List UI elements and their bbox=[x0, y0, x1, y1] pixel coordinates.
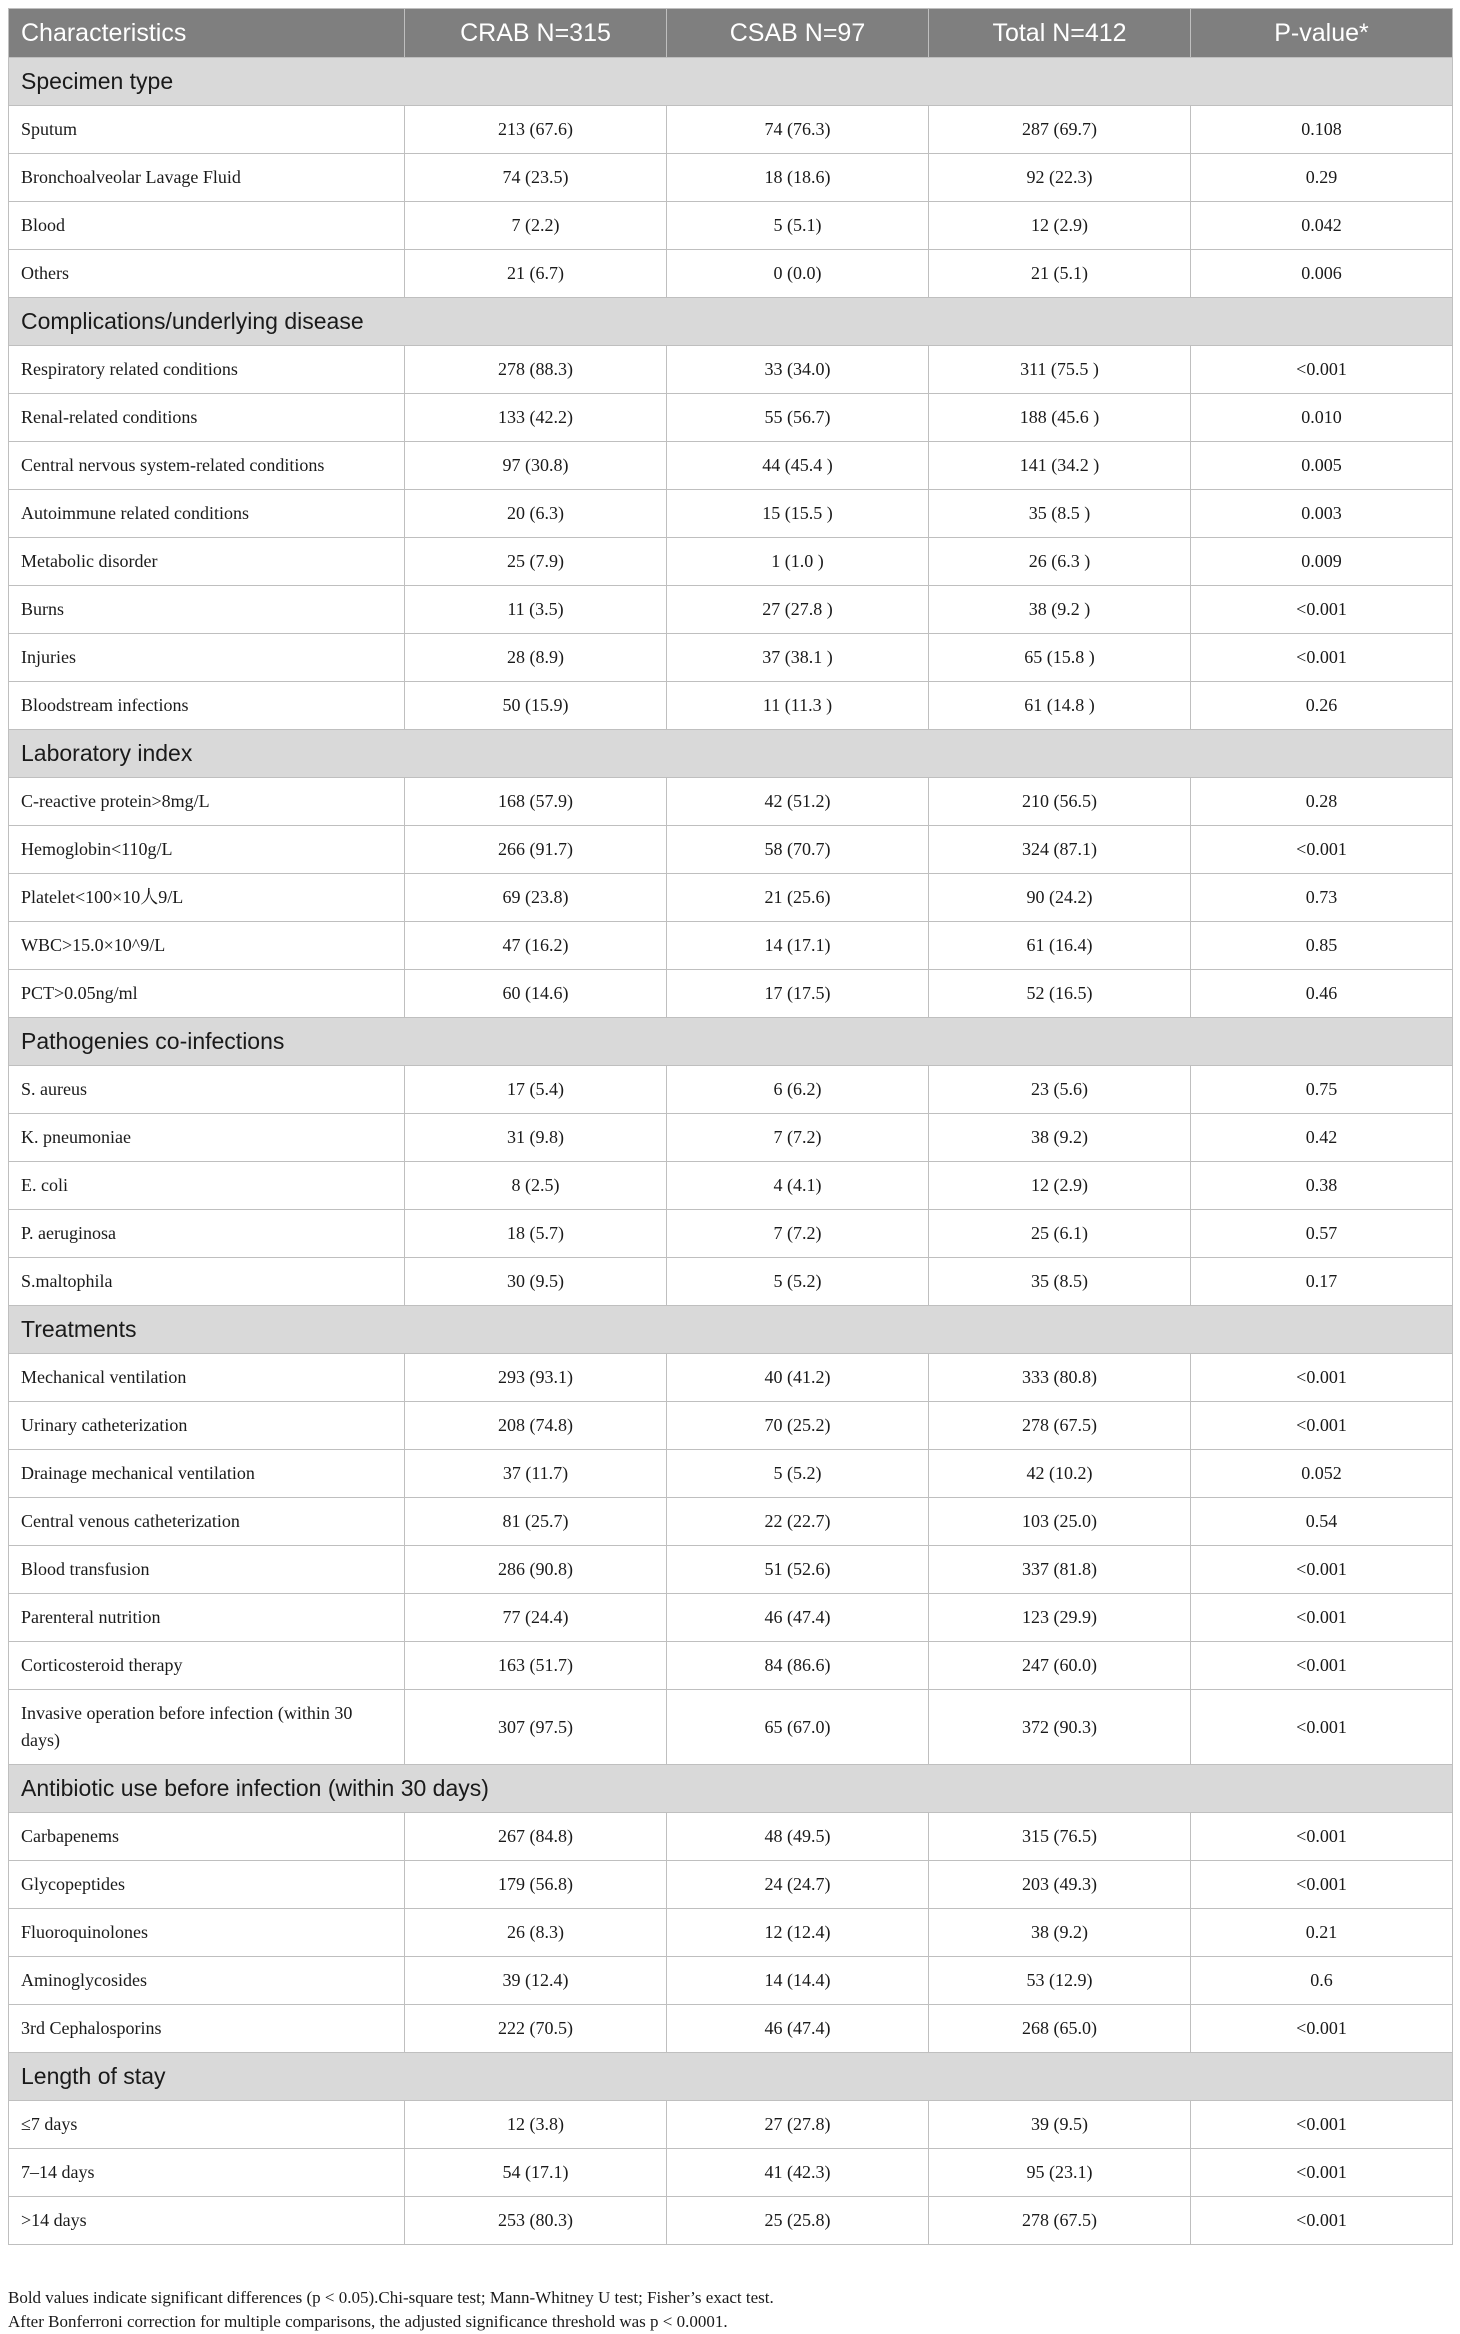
cell-p-value: <0.001 bbox=[1191, 2149, 1453, 2197]
table-row bbox=[9, 778, 1453, 826]
cell-p-value: 0.54 bbox=[1191, 1498, 1453, 1546]
cell-crab: 47 (16.2) bbox=[405, 922, 667, 970]
cell-characteristic: Others bbox=[9, 250, 405, 298]
cell-total: 38 (9.2) bbox=[929, 1909, 1191, 1957]
cell-csab: 65 (67.0) bbox=[667, 1690, 929, 1765]
cell-characteristic: Glycopeptides bbox=[9, 1861, 405, 1909]
cell-csab: 42 (51.2) bbox=[667, 778, 929, 826]
cell-crab: 12 (3.8) bbox=[405, 2101, 667, 2149]
cell-p-value: 0.42 bbox=[1191, 1114, 1453, 1162]
cell-total: 337 (81.8) bbox=[929, 1546, 1191, 1594]
cell-csab: 27 (27.8) bbox=[667, 2101, 929, 2149]
cell-p-value: 0.17 bbox=[1191, 1258, 1453, 1306]
header-crab: CRAB N=315 bbox=[405, 9, 667, 58]
cell-total: 61 (16.4) bbox=[929, 922, 1191, 970]
cell-crab: 307 (97.5) bbox=[405, 1690, 667, 1765]
cell-p-value: 0.29 bbox=[1191, 154, 1453, 202]
table-row bbox=[9, 1402, 1453, 1450]
cell-csab: 0 (0.0) bbox=[667, 250, 929, 298]
cell-p-value: 0.75 bbox=[1191, 1066, 1453, 1114]
cell-characteristic: Blood transfusion bbox=[9, 1546, 405, 1594]
cell-crab: 17 (5.4) bbox=[405, 1066, 667, 1114]
header-total: Total N=412 bbox=[929, 9, 1191, 58]
table-row bbox=[9, 1114, 1453, 1162]
cell-csab: 74 (76.3) bbox=[667, 106, 929, 154]
table-row bbox=[9, 538, 1453, 586]
cell-total: 38 (9.2 ) bbox=[929, 586, 1191, 634]
cell-csab: 12 (12.4) bbox=[667, 1909, 929, 1957]
table-row bbox=[9, 1909, 1453, 1957]
cell-csab: 5 (5.2) bbox=[667, 1258, 929, 1306]
footnote-bonferroni: After Bonferroni correction for multiple comparisons, the adjusted significance threshold was p < 0.0001. bbox=[8, 2312, 728, 2331]
table-row bbox=[9, 586, 1453, 634]
cell-csab: 24 (24.7) bbox=[667, 1861, 929, 1909]
table-row bbox=[9, 1354, 1453, 1402]
cell-characteristic: Aminoglycosides bbox=[9, 1957, 405, 2005]
footnote-significance: Bold values indicate significant differences (p < 0.05).Chi-square test; Mann-Whitney U test; Fisher’s exact test. bbox=[8, 2288, 774, 2307]
cell-characteristic: 7–14 days bbox=[9, 2149, 405, 2197]
cell-total: 287 (69.7) bbox=[929, 106, 1191, 154]
cell-p-value: <0.001 bbox=[1191, 1642, 1453, 1690]
cell-p-value: <0.001 bbox=[1191, 1813, 1453, 1861]
cell-crab: 50 (15.9) bbox=[405, 682, 667, 730]
cell-p-value: 0.003 bbox=[1191, 490, 1453, 538]
cell-crab: 20 (6.3) bbox=[405, 490, 667, 538]
cell-characteristic: >14 days bbox=[9, 2197, 405, 2245]
table-row bbox=[9, 106, 1453, 154]
cell-total: 141 (34.2 ) bbox=[929, 442, 1191, 490]
table-row bbox=[9, 2197, 1453, 2245]
header-characteristics: Characteristics bbox=[9, 9, 405, 58]
cell-total: 26 (6.3 ) bbox=[929, 538, 1191, 586]
cell-p-value: 0.108 bbox=[1191, 106, 1453, 154]
cell-characteristic: Bloodstream infections bbox=[9, 682, 405, 730]
cell-total: 95 (23.1) bbox=[929, 2149, 1191, 2197]
cell-csab: 5 (5.1) bbox=[667, 202, 929, 250]
cell-crab: 266 (91.7) bbox=[405, 826, 667, 874]
cell-characteristic: Platelet<100×10人9/L bbox=[9, 874, 405, 922]
cell-crab: 213 (67.6) bbox=[405, 106, 667, 154]
section-title: Laboratory index bbox=[9, 730, 1453, 778]
cell-total: 21 (5.1) bbox=[929, 250, 1191, 298]
cell-p-value: 0.46 bbox=[1191, 970, 1453, 1018]
cell-csab: 25 (25.8) bbox=[667, 2197, 929, 2245]
table-row bbox=[9, 250, 1453, 298]
section-title: Specimen type bbox=[9, 58, 1453, 106]
table-row bbox=[9, 1594, 1453, 1642]
cell-characteristic: Blood bbox=[9, 202, 405, 250]
cell-total: 203 (49.3) bbox=[929, 1861, 1191, 1909]
cell-p-value: 0.28 bbox=[1191, 778, 1453, 826]
table-row bbox=[9, 874, 1453, 922]
cell-p-value: <0.001 bbox=[1191, 2197, 1453, 2245]
cell-characteristic: Bronchoalveolar Lavage Fluid bbox=[9, 154, 405, 202]
cell-p-value: <0.001 bbox=[1191, 1594, 1453, 1642]
cell-crab: 39 (12.4) bbox=[405, 1957, 667, 2005]
cell-total: 123 (29.9) bbox=[929, 1594, 1191, 1642]
table-row bbox=[9, 2005, 1453, 2053]
cell-crab: 293 (93.1) bbox=[405, 1354, 667, 1402]
cell-total: 42 (10.2) bbox=[929, 1450, 1191, 1498]
cell-characteristic: Burns bbox=[9, 586, 405, 634]
cell-csab: 14 (14.4) bbox=[667, 1957, 929, 2005]
cell-csab: 70 (25.2) bbox=[667, 1402, 929, 1450]
cell-crab: 18 (5.7) bbox=[405, 1210, 667, 1258]
cell-crab: 28 (8.9) bbox=[405, 634, 667, 682]
cell-p-value: 0.010 bbox=[1191, 394, 1453, 442]
section-header-row bbox=[9, 1765, 1453, 1813]
cell-total: 23 (5.6) bbox=[929, 1066, 1191, 1114]
cell-total: 311 (75.5 ) bbox=[929, 346, 1191, 394]
table-row bbox=[9, 1258, 1453, 1306]
cell-total: 65 (15.8 ) bbox=[929, 634, 1191, 682]
cell-crab: 8 (2.5) bbox=[405, 1162, 667, 1210]
cell-crab: 81 (25.7) bbox=[405, 1498, 667, 1546]
section-header-row bbox=[9, 1018, 1453, 1066]
cell-csab: 7 (7.2) bbox=[667, 1210, 929, 1258]
cell-characteristic: Mechanical ventilation bbox=[9, 1354, 405, 1402]
cell-total: 90 (24.2) bbox=[929, 874, 1191, 922]
cell-p-value: <0.001 bbox=[1191, 1690, 1453, 1765]
cell-characteristic: Central nervous system-related conditions bbox=[9, 442, 405, 490]
cell-characteristic: 3rd Cephalosporins bbox=[9, 2005, 405, 2053]
cell-crab: 163 (51.7) bbox=[405, 1642, 667, 1690]
cell-characteristic: Central venous catheterization bbox=[9, 1498, 405, 1546]
cell-csab: 55 (56.7) bbox=[667, 394, 929, 442]
cell-total: 315 (76.5) bbox=[929, 1813, 1191, 1861]
cell-p-value: 0.38 bbox=[1191, 1162, 1453, 1210]
cell-csab: 41 (42.3) bbox=[667, 2149, 929, 2197]
cell-crab: 21 (6.7) bbox=[405, 250, 667, 298]
cell-characteristic: S. aureus bbox=[9, 1066, 405, 1114]
cell-total: 92 (22.3) bbox=[929, 154, 1191, 202]
cell-csab: 37 (38.1 ) bbox=[667, 634, 929, 682]
cell-total: 278 (67.5) bbox=[929, 1402, 1191, 1450]
cell-crab: 25 (7.9) bbox=[405, 538, 667, 586]
cell-characteristic: PCT>0.05ng/ml bbox=[9, 970, 405, 1018]
table-row bbox=[9, 202, 1453, 250]
cell-crab: 69 (23.8) bbox=[405, 874, 667, 922]
cell-csab: 4 (4.1) bbox=[667, 1162, 929, 1210]
section-header-row bbox=[9, 298, 1453, 346]
cell-characteristic: C-reactive protein>8mg/L bbox=[9, 778, 405, 826]
cell-p-value: 0.006 bbox=[1191, 250, 1453, 298]
cell-total: 188 (45.6 ) bbox=[929, 394, 1191, 442]
cell-csab: 17 (17.5) bbox=[667, 970, 929, 1018]
cell-total: 25 (6.1) bbox=[929, 1210, 1191, 1258]
section-header-row bbox=[9, 1306, 1453, 1354]
cell-csab: 18 (18.6) bbox=[667, 154, 929, 202]
cell-csab: 1 (1.0 ) bbox=[667, 538, 929, 586]
table-row bbox=[9, 1861, 1453, 1909]
cell-characteristic: Respiratory related conditions bbox=[9, 346, 405, 394]
cell-p-value: 0.21 bbox=[1191, 1909, 1453, 1957]
cell-p-value: <0.001 bbox=[1191, 586, 1453, 634]
cell-crab: 267 (84.8) bbox=[405, 1813, 667, 1861]
cell-characteristic: Parenteral nutrition bbox=[9, 1594, 405, 1642]
cell-total: 333 (80.8) bbox=[929, 1354, 1191, 1402]
cell-csab: 22 (22.7) bbox=[667, 1498, 929, 1546]
table-row bbox=[9, 394, 1453, 442]
cell-csab: 27 (27.8 ) bbox=[667, 586, 929, 634]
cell-characteristic: Corticosteroid therapy bbox=[9, 1642, 405, 1690]
section-title: Pathogenies co-infections bbox=[9, 1018, 1453, 1066]
cell-crab: 26 (8.3) bbox=[405, 1909, 667, 1957]
cell-csab: 48 (49.5) bbox=[667, 1813, 929, 1861]
cell-characteristic: E. coli bbox=[9, 1162, 405, 1210]
section-header-row bbox=[9, 2053, 1453, 2101]
cell-p-value: 0.052 bbox=[1191, 1450, 1453, 1498]
table-row bbox=[9, 1210, 1453, 1258]
section-header-row bbox=[9, 730, 1453, 778]
cell-crab: 74 (23.5) bbox=[405, 154, 667, 202]
cell-total: 38 (9.2) bbox=[929, 1114, 1191, 1162]
cell-total: 35 (8.5 ) bbox=[929, 490, 1191, 538]
cell-characteristic: Metabolic disorder bbox=[9, 538, 405, 586]
cell-p-value: 0.009 bbox=[1191, 538, 1453, 586]
cell-crab: 54 (17.1) bbox=[405, 2149, 667, 2197]
cell-total: 39 (9.5) bbox=[929, 2101, 1191, 2149]
table-body bbox=[9, 58, 1453, 2245]
section-title: Antibiotic use before infection (within 30 days) bbox=[9, 1765, 1453, 1813]
table-row bbox=[9, 1642, 1453, 1690]
header-csab: CSAB N=97 bbox=[667, 9, 929, 58]
cell-p-value: 0.6 bbox=[1191, 1957, 1453, 2005]
cell-p-value: 0.26 bbox=[1191, 682, 1453, 730]
cell-csab: 11 (11.3 ) bbox=[667, 682, 929, 730]
cell-csab: 21 (25.6) bbox=[667, 874, 929, 922]
table-row bbox=[9, 922, 1453, 970]
cell-characteristic: Urinary catheterization bbox=[9, 1402, 405, 1450]
cell-csab: 15 (15.5 ) bbox=[667, 490, 929, 538]
section-title: Length of stay bbox=[9, 2053, 1453, 2101]
table-row bbox=[9, 1690, 1453, 1765]
table-row bbox=[9, 2149, 1453, 2197]
cell-crab: 208 (74.8) bbox=[405, 1402, 667, 1450]
cell-total: 324 (87.1) bbox=[929, 826, 1191, 874]
cell-characteristic: Drainage mechanical ventilation bbox=[9, 1450, 405, 1498]
section-title: Complications/underlying disease bbox=[9, 298, 1453, 346]
cell-crab: 37 (11.7) bbox=[405, 1450, 667, 1498]
cell-p-value: 0.042 bbox=[1191, 202, 1453, 250]
table-row bbox=[9, 1957, 1453, 2005]
cell-crab: 97 (30.8) bbox=[405, 442, 667, 490]
cell-csab: 6 (6.2) bbox=[667, 1066, 929, 1114]
cell-total: 210 (56.5) bbox=[929, 778, 1191, 826]
cell-p-value: 0.73 bbox=[1191, 874, 1453, 922]
cell-p-value: <0.001 bbox=[1191, 346, 1453, 394]
cell-csab: 84 (86.6) bbox=[667, 1642, 929, 1690]
cell-p-value: <0.001 bbox=[1191, 1861, 1453, 1909]
table-row bbox=[9, 1066, 1453, 1114]
table-row bbox=[9, 2101, 1453, 2149]
cell-crab: 286 (90.8) bbox=[405, 1546, 667, 1594]
cell-p-value: 0.005 bbox=[1191, 442, 1453, 490]
table-row bbox=[9, 682, 1453, 730]
characteristics-table bbox=[8, 8, 1453, 2245]
table-header-row bbox=[9, 9, 1453, 58]
cell-total: 52 (16.5) bbox=[929, 970, 1191, 1018]
cell-crab: 11 (3.5) bbox=[405, 586, 667, 634]
cell-csab: 46 (47.4) bbox=[667, 1594, 929, 1642]
cell-total: 103 (25.0) bbox=[929, 1498, 1191, 1546]
cell-total: 12 (2.9) bbox=[929, 202, 1191, 250]
cell-crab: 133 (42.2) bbox=[405, 394, 667, 442]
cell-characteristic: Sputum bbox=[9, 106, 405, 154]
cell-total: 53 (12.9) bbox=[929, 1957, 1191, 2005]
section-header-row bbox=[9, 58, 1453, 106]
cell-p-value: <0.001 bbox=[1191, 1402, 1453, 1450]
cell-total: 35 (8.5) bbox=[929, 1258, 1191, 1306]
header-p-value: P-value* bbox=[1191, 9, 1453, 58]
cell-total: 12 (2.9) bbox=[929, 1162, 1191, 1210]
cell-crab: 179 (56.8) bbox=[405, 1861, 667, 1909]
table-row bbox=[9, 1546, 1453, 1594]
table-row bbox=[9, 1162, 1453, 1210]
cell-p-value: <0.001 bbox=[1191, 634, 1453, 682]
cell-p-value: <0.001 bbox=[1191, 1546, 1453, 1594]
characteristics-table-container bbox=[8, 8, 1452, 2245]
table-row bbox=[9, 490, 1453, 538]
cell-crab: 30 (9.5) bbox=[405, 1258, 667, 1306]
cell-characteristic: Hemoglobin<110g/L bbox=[9, 826, 405, 874]
table-row bbox=[9, 826, 1453, 874]
cell-total: 372 (90.3) bbox=[929, 1690, 1191, 1765]
cell-csab: 33 (34.0) bbox=[667, 346, 929, 394]
cell-characteristic: P. aeruginosa bbox=[9, 1210, 405, 1258]
cell-p-value: <0.001 bbox=[1191, 1354, 1453, 1402]
cell-crab: 60 (14.6) bbox=[405, 970, 667, 1018]
table-row bbox=[9, 346, 1453, 394]
cell-p-value: 0.85 bbox=[1191, 922, 1453, 970]
cell-crab: 253 (80.3) bbox=[405, 2197, 667, 2245]
cell-crab: 7 (2.2) bbox=[405, 202, 667, 250]
cell-p-value: 0.57 bbox=[1191, 1210, 1453, 1258]
cell-characteristic: Carbapenems bbox=[9, 1813, 405, 1861]
cell-total: 61 (14.8 ) bbox=[929, 682, 1191, 730]
cell-csab: 44 (45.4 ) bbox=[667, 442, 929, 490]
cell-total: 247 (60.0) bbox=[929, 1642, 1191, 1690]
cell-characteristic: Renal-related conditions bbox=[9, 394, 405, 442]
cell-crab: 222 (70.5) bbox=[405, 2005, 667, 2053]
table-row bbox=[9, 1450, 1453, 1498]
cell-characteristic: ≤7 days bbox=[9, 2101, 405, 2149]
cell-characteristic: Fluoroquinolones bbox=[9, 1909, 405, 1957]
cell-characteristic: S.maltophila bbox=[9, 1258, 405, 1306]
cell-crab: 77 (24.4) bbox=[405, 1594, 667, 1642]
cell-characteristic: Injuries bbox=[9, 634, 405, 682]
table-row bbox=[9, 1813, 1453, 1861]
table-footnotes bbox=[8, 2286, 1452, 2334]
table-row bbox=[9, 634, 1453, 682]
cell-characteristic: Autoimmune related conditions bbox=[9, 490, 405, 538]
cell-crab: 278 (88.3) bbox=[405, 346, 667, 394]
cell-csab: 7 (7.2) bbox=[667, 1114, 929, 1162]
cell-total: 278 (67.5) bbox=[929, 2197, 1191, 2245]
cell-characteristic: K. pneumoniae bbox=[9, 1114, 405, 1162]
cell-p-value: <0.001 bbox=[1191, 2005, 1453, 2053]
cell-characteristic: Invasive operation before infection (within 30 days) bbox=[9, 1690, 405, 1765]
cell-csab: 14 (17.1) bbox=[667, 922, 929, 970]
cell-csab: 58 (70.7) bbox=[667, 826, 929, 874]
section-title: Treatments bbox=[9, 1306, 1453, 1354]
cell-crab: 31 (9.8) bbox=[405, 1114, 667, 1162]
cell-csab: 5 (5.2) bbox=[667, 1450, 929, 1498]
table-row bbox=[9, 442, 1453, 490]
cell-p-value: <0.001 bbox=[1191, 826, 1453, 874]
cell-crab: 168 (57.9) bbox=[405, 778, 667, 826]
cell-total: 268 (65.0) bbox=[929, 2005, 1191, 2053]
table-row bbox=[9, 970, 1453, 1018]
cell-csab: 51 (52.6) bbox=[667, 1546, 929, 1594]
cell-p-value: <0.001 bbox=[1191, 2101, 1453, 2149]
table-row bbox=[9, 1498, 1453, 1546]
table-row bbox=[9, 154, 1453, 202]
cell-csab: 46 (47.4) bbox=[667, 2005, 929, 2053]
cell-csab: 40 (41.2) bbox=[667, 1354, 929, 1402]
cell-characteristic: WBC>15.0×10^9/L bbox=[9, 922, 405, 970]
